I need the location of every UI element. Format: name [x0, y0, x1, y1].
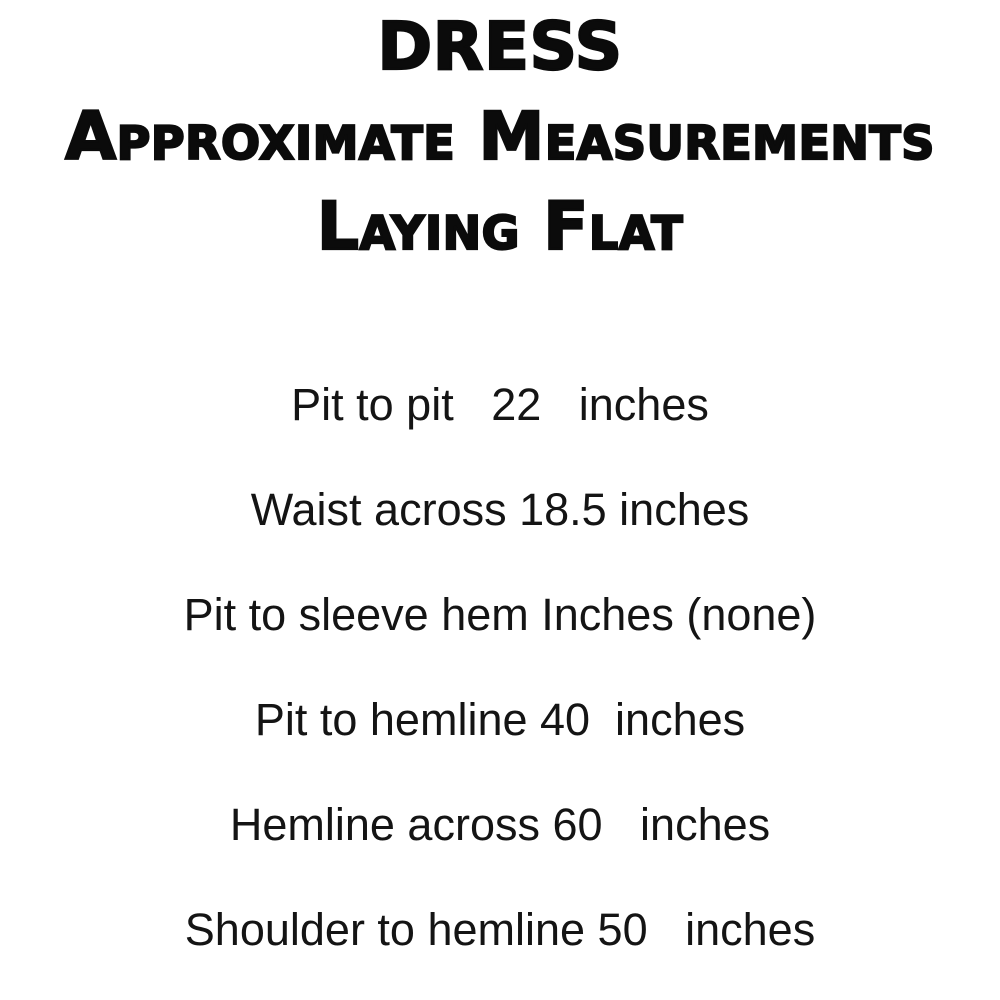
- measurement-pit-to-hemline: Pit to hemline 40 inches: [254, 694, 746, 745]
- measurement-pit-to-pit: Pit to pit 22 inches: [291, 379, 709, 430]
- measurement-waist-across: Waist across 18.5 inches: [250, 484, 750, 535]
- title-line-garment: DRESS: [377, 8, 623, 85]
- measurement-pit-to-sleeve-hem: Pit to sleeve hem Inches (none): [183, 589, 817, 640]
- title-block: [0, 0, 1000, 272]
- measurements-list: [0, 352, 1000, 982]
- measurement-hemline-across: Hemline across 60 inches: [229, 799, 771, 850]
- title-line-laying-flat: Laying Flat: [316, 188, 684, 265]
- title-line-approximate-measurements: Approximate Measurements: [65, 98, 935, 175]
- measurement-shoulder-to-hemline: Shoulder to hemline 50 inches: [184, 904, 816, 955]
